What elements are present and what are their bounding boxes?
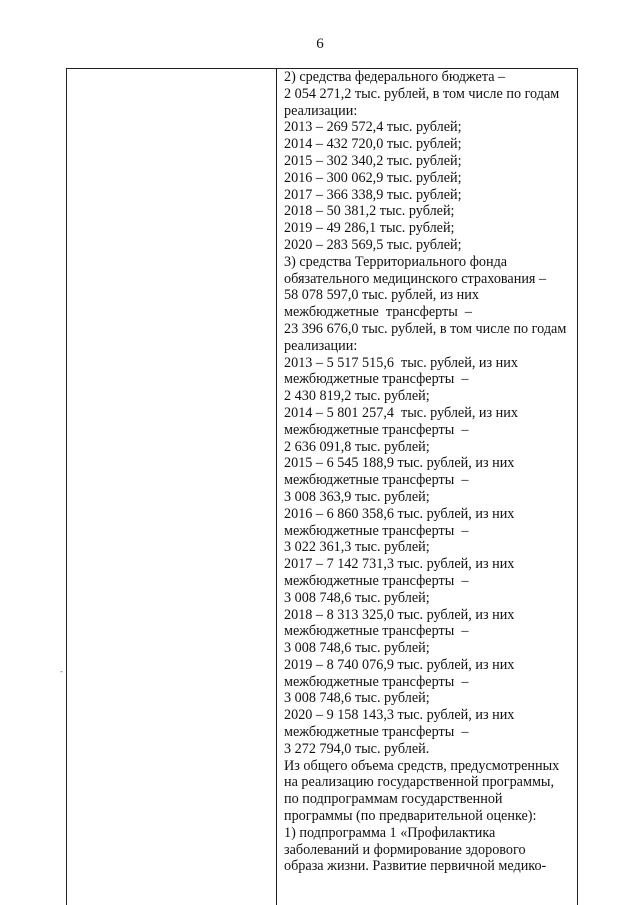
text-line: Из общего объема средств, предусмотренных [284, 757, 560, 774]
text-line: реализации: [284, 102, 358, 119]
text-line: 2020 – 283 569,5 тыс. рублей; [284, 236, 462, 253]
table-right-column [278, 69, 577, 875]
page-number: 6 [316, 36, 324, 52]
text-line: реализации: [284, 337, 358, 354]
text-line: межбюджетные трансферты – [284, 304, 472, 321]
scan-artifact-mark: - [60, 666, 63, 676]
text-line: 58 078 597,0 тыс. рублей, из них [284, 287, 479, 304]
text-line: межбюджетные трансферты – [284, 472, 469, 489]
text-line: 3 008 748,6 тыс. рублей; [284, 690, 430, 707]
text-line: межбюджетные трансферты – [284, 371, 469, 388]
text-line: 3 022 361,3 тыс. рублей; [284, 539, 430, 556]
text-line: 2 054 271,2 тыс. рублей, в том числе по годам [284, 85, 560, 102]
text-line: 3 008 363,9 тыс. рублей; [284, 488, 430, 505]
text-line: на реализацию государственной программы, [284, 774, 555, 791]
text-line: 2019 – 8 740 076,9 тыс. рублей, из них [284, 656, 515, 673]
text-line: 2 636 091,8 тыс. рублей; [284, 438, 430, 455]
text-line: 2) средства федерального бюджета – [284, 69, 506, 85]
text-line: 3 008 748,6 тыс. рублей; [284, 589, 430, 606]
text-line: 2016 – 6 860 358,6 тыс. рублей, из них [284, 505, 515, 522]
text-line: 2 430 819,2 тыс. рублей; [284, 388, 430, 405]
text-line: межбюджетные трансферты – [284, 522, 469, 539]
text-line: 1) подпрограмма 1 «Профилактика [284, 824, 496, 841]
text-line: 2014 – 432 720,0 тыс. рублей; [284, 136, 462, 153]
text-line: 3 272 794,0 тыс. рублей. [284, 740, 430, 757]
text-line: межбюджетные трансферты – [284, 724, 469, 741]
text-line: 2013 – 5 517 515,6 тыс. рублей, из них [284, 354, 518, 371]
text-line: 2019 – 49 286,1 тыс. рублей; [284, 220, 455, 237]
text-line: межбюджетные трансферты – [284, 623, 469, 640]
text-line: 2017 – 366 338,9 тыс. рублей; [284, 186, 462, 203]
text-line: 2018 – 50 381,2 тыс. рублей; [284, 203, 455, 220]
text-line: 23 396 676,0 тыс. рублей, в том числе по годам [284, 320, 567, 337]
text-line: заболеваний и формирование здорового [284, 841, 526, 858]
table-left-column [67, 69, 277, 905]
text-line: 2020 – 9 158 143,3 тыс. рублей, из них [284, 707, 515, 724]
text-line: 2013 – 269 572,4 тыс. рублей; [284, 119, 462, 136]
text-line: программы (по предварительной оценке): [284, 808, 537, 825]
text-line: образа жизни. Развитие первичной медико- [284, 858, 547, 875]
text-line: обязательного медицинского страхования – [284, 270, 547, 287]
text-line: 2016 – 300 062,9 тыс. рублей; [284, 169, 462, 186]
text-line: межбюджетные трансферты – [284, 421, 469, 438]
text-line: 2015 – 6 545 188,9 тыс. рублей, из них [284, 455, 515, 472]
text-line: 3 008 748,6 тыс. рублей; [284, 640, 430, 657]
text-line: 2015 – 302 340,2 тыс. рублей; [284, 152, 462, 169]
text-line: 2017 – 7 142 731,3 тыс. рублей, из них [284, 556, 515, 573]
text-line: по подпрограммам государственной [284, 791, 503, 808]
text-line: 2018 – 8 313 325,0 тыс. рублей, из них [284, 606, 515, 623]
text-line: 2014 – 5 801 257,4 тыс. рублей, из них [284, 404, 518, 421]
text-line: 3) средства Территориального фонда [284, 253, 508, 270]
text-line: межбюджетные трансферты – [284, 673, 469, 690]
text-line: межбюджетные трансферты – [284, 572, 469, 589]
document-table [66, 68, 578, 905]
